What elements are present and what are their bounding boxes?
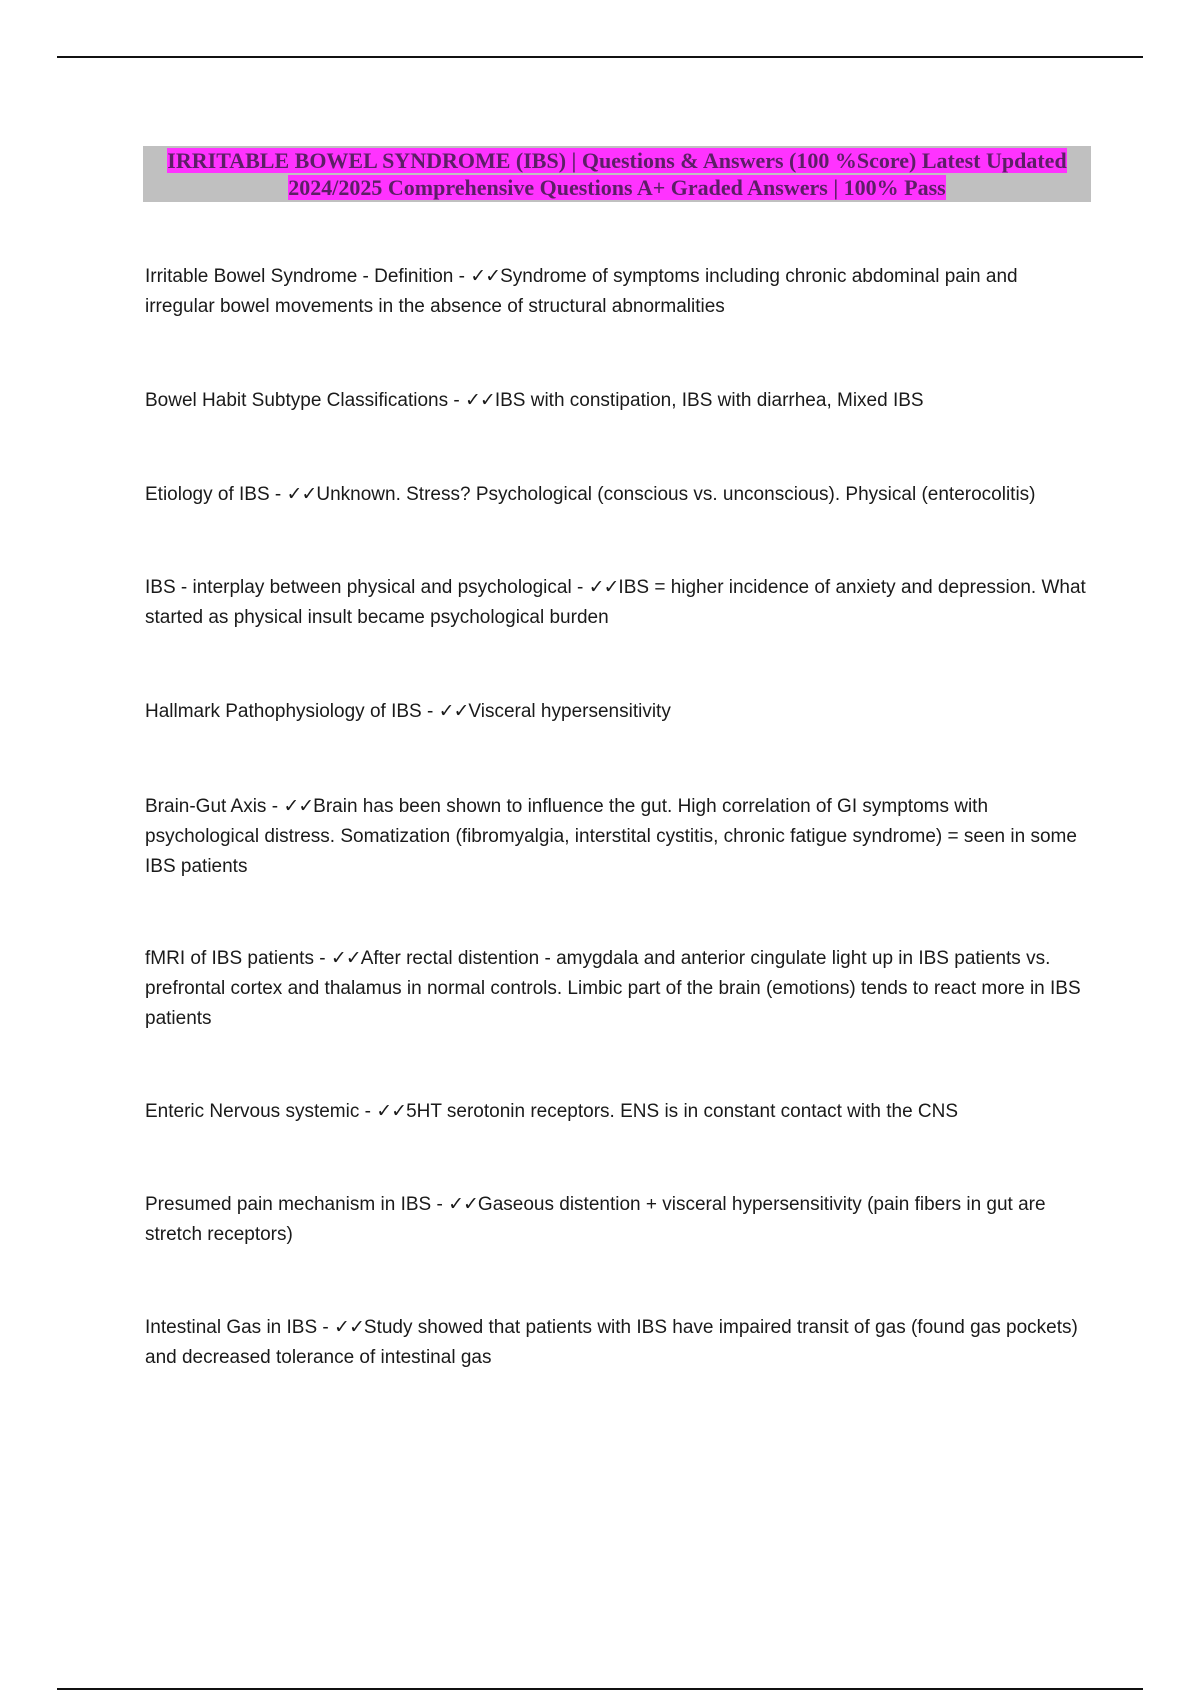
bottom-rule <box>57 1688 1143 1690</box>
qa-item <box>145 1190 1090 1250</box>
qa-answer: IBS with constipation, IBS with diarrhea, Mixed IBS <box>494 390 924 411</box>
double-check-icon: ✓✓ <box>286 484 317 505</box>
qa-separator: - <box>421 701 439 722</box>
qa-answer: Visceral hypersensitivity <box>468 701 671 722</box>
double-check-icon: ✓✓ <box>376 1101 407 1122</box>
double-check-icon: ✓✓ <box>470 266 501 287</box>
double-check-icon: ✓✓ <box>330 948 361 969</box>
qa-separator: - <box>359 1101 377 1122</box>
qa-item <box>145 944 1090 1034</box>
qa-term: Irritable Bowel Syndrome - Definition <box>145 266 454 287</box>
qa-separator: - <box>313 948 331 969</box>
qa-item <box>145 792 1090 882</box>
double-check-icon: ✓✓ <box>588 577 619 598</box>
title-banner <box>143 146 1091 202</box>
qa-term: Brain-Gut Axis <box>145 796 267 817</box>
qa-separator: - <box>431 1194 449 1215</box>
qa-term: IBS - interplay between physical and psychological <box>145 577 572 598</box>
double-check-icon: ✓✓ <box>438 701 469 722</box>
qa-answer: Syndrome of symptoms including chronic abdominal pain and irregular bowel movements in the absence of structural abnormalities <box>145 266 1018 317</box>
qa-term: Bowel Habit Subtype Classifications <box>145 390 449 411</box>
qa-separator: - <box>266 796 284 817</box>
qa-separator: - <box>453 266 471 287</box>
qa-term: Etiology of IBS <box>145 484 270 505</box>
qa-answer: Gaseous distention + visceral hypersensitivity (pain fibers in gut are stretch receptors) <box>145 1194 1046 1245</box>
double-check-icon: ✓✓ <box>448 1194 478 1215</box>
qa-answer: IBS = higher incidence of anxiety and depression. What started as physical insult became psychological burden <box>145 577 1086 628</box>
qa-separator: - <box>269 484 287 505</box>
qa-answer: Brain has been shown to influence the gut. High correlation of GI symptoms with psychological distress. Somatization (fibromyalgia, interstital cystitis, chronic fatigue syndrome) = seen in some IBS patients <box>145 796 1077 877</box>
double-check-icon: ✓✓ <box>464 390 495 411</box>
qa-item <box>145 697 1090 727</box>
document-title-highlight: IRRITABLE BOWEL SYNDROME (IBS) | Questions & Answers (100 %Score) Latest Updated 2024/2025 Comprehensive Questions A+ Graded Answers | 100% Pass <box>167 148 1067 200</box>
qa-term: Enteric Nervous systemic <box>145 1101 360 1122</box>
double-check-icon: ✓✓ <box>334 1317 364 1338</box>
qa-item <box>145 1097 1090 1127</box>
qa-item <box>145 1313 1090 1373</box>
qa-separator: - <box>448 390 465 411</box>
qa-answer: Unknown. Stress? Psychological (conscious vs. unconscious). Physical (enterocolitis) <box>316 484 1036 505</box>
qa-term: Intestinal Gas in IBS <box>145 1317 318 1338</box>
qa-item <box>145 262 1090 322</box>
qa-answer: 5HT serotonin receptors. ENS is in constant contact with the CNS <box>406 1101 959 1122</box>
qa-answer: After rectal distention - amygdala and anterior cingulate light up in IBS patients vs. prefrontal cortex and thalamus in normal controls. Limbic part of the brain (emotions) tends to react more in IBS patients <box>145 948 1081 1029</box>
qa-item <box>145 386 1090 416</box>
qa-answer: Study showed that patients with IBS have impaired transit of gas (found gas pockets) and decreased tolerance of intestinal gas <box>145 1317 1078 1368</box>
double-check-icon: ✓✓ <box>283 796 314 817</box>
document-title <box>152 147 1082 201</box>
qa-term: fMRI of IBS patients <box>145 948 314 969</box>
qa-term: Presumed pain mechanism in IBS <box>145 1194 432 1215</box>
qa-separator: - <box>317 1317 335 1338</box>
qa-term: Hallmark Pathophysiology of IBS <box>145 701 422 722</box>
qa-item <box>145 573 1090 633</box>
qa-separator: - <box>571 577 589 598</box>
top-rule <box>57 56 1143 58</box>
qa-item <box>145 480 1090 510</box>
